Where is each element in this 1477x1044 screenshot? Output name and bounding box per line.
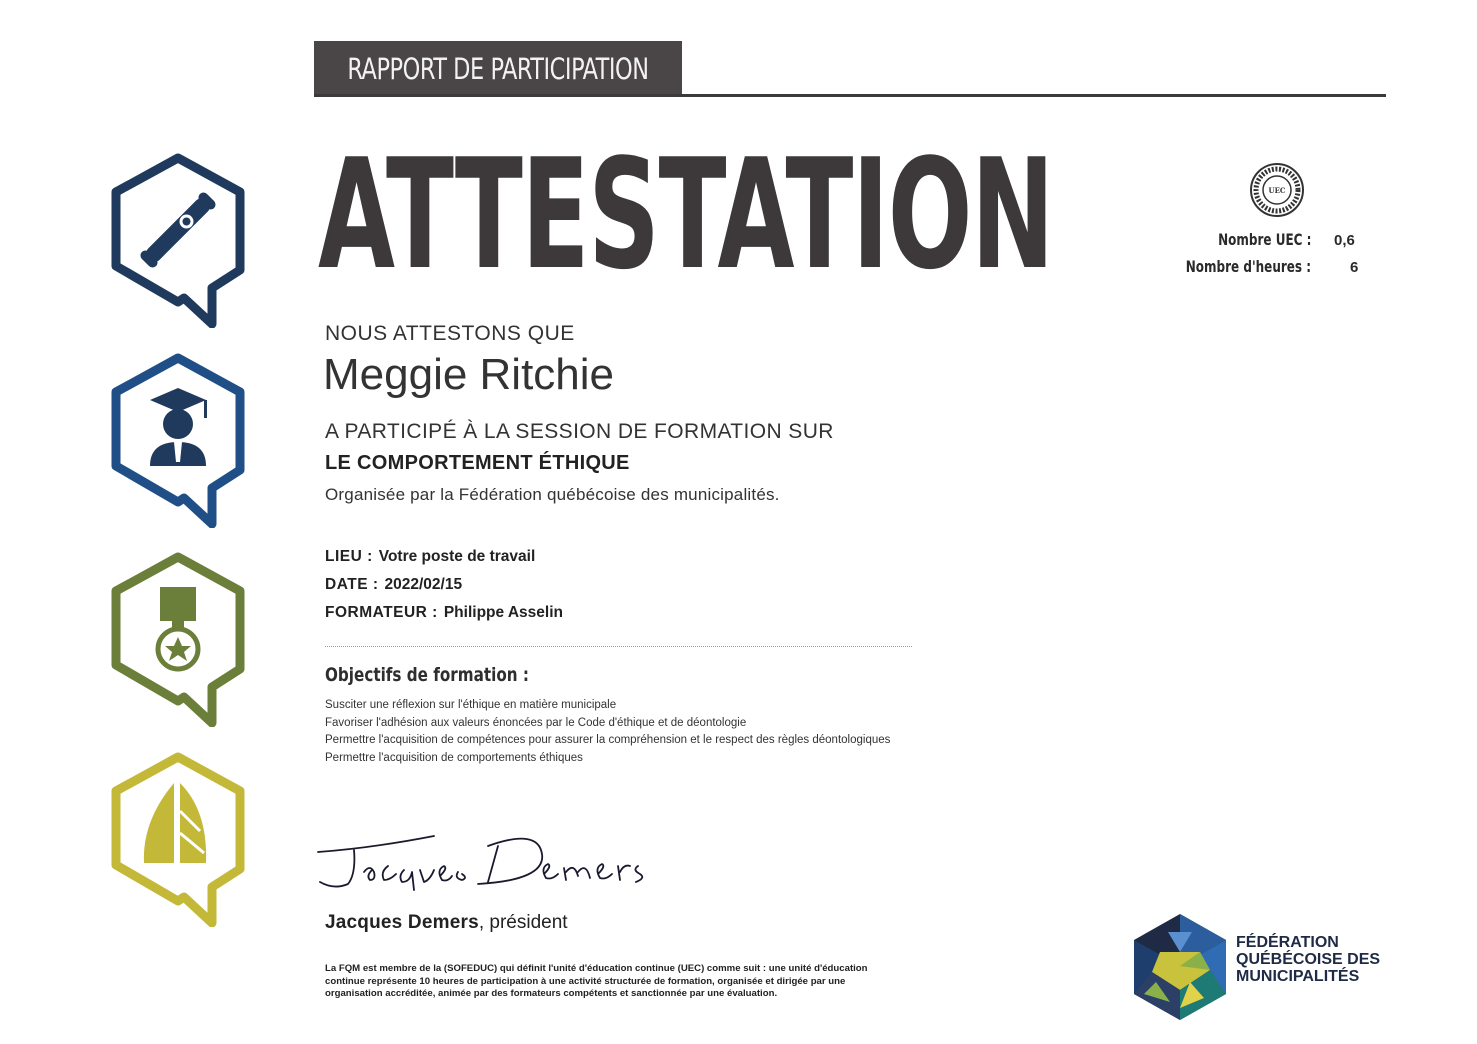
fqm-line1: FÉDÉRATION: [1236, 934, 1339, 951]
graduate-icon: [108, 352, 248, 528]
sofeduc-seal-icon: [1246, 162, 1308, 218]
seal-inner-text: UEC: [1268, 186, 1286, 195]
banner-title: RAPPORT DE PARTICIPATION: [347, 52, 649, 86]
date-label: DATE :: [325, 576, 379, 593]
sofeduc-footnote: La FQM est membre de la (SOFEDUC) qui définit l'unité d'éducation continue (UEC) comme suit : une unité d'éducation continue représente 10 heures de participation à une activité structurée de formation, organisée et dirigée par une organisation accréditée, animée par des formateurs compétents et sanctionnée par une évaluation.: [325, 963, 868, 999]
dotted-divider: [325, 646, 912, 647]
participation-line: A PARTICIPÉ À LA SESSION DE FORMATION SUR: [325, 420, 834, 443]
leaf-icon: [108, 751, 248, 927]
uec-label-wrap: [1187, 230, 1311, 249]
handwritten-signature: [312, 830, 652, 894]
objectives-title: Objectifs de formation :: [325, 664, 529, 686]
training-subject: LE COMPORTEMENT ÉTHIQUE: [325, 452, 630, 474]
uec-value: 0,6: [1334, 232, 1355, 249]
objectives-list: [325, 697, 915, 767]
formateur-row: [325, 604, 563, 622]
list-item: Susciter une réflexion sur l'éthique en matière municipale: [325, 699, 617, 711]
heures-label: Nombre d'heures :: [1185, 257, 1311, 276]
list-item: Permettre l'acquisition de compétences pour assurer la compréhension et le respect des règles déontologiques: [325, 734, 891, 746]
fqm-name: [1236, 934, 1380, 985]
list-item: Permettre l'acquisition de comportements éthiques: [325, 751, 583, 764]
report-banner: [314, 41, 682, 94]
signatory-name: Jacques Demers: [325, 912, 479, 933]
medal-icon: [108, 551, 248, 727]
organiser-line: Organisée par la Fédération québécoise des municipalités.: [325, 485, 780, 504]
lieu-row: [325, 548, 535, 566]
fqm-logo-icon: [1130, 912, 1230, 1022]
header-rule: [314, 94, 1386, 97]
fqm-line2: QUÉBÉCOISE DES: [1236, 951, 1381, 968]
formateur-value: Philippe Asselin: [443, 604, 563, 621]
signatory-role: , président: [478, 912, 568, 933]
formateur-label: FORMATEUR :: [325, 604, 438, 621]
signatory: [325, 912, 568, 934]
lieu-value: Votre poste de travail: [378, 548, 536, 565]
attest-heading: NOUS ATTESTONS QUE: [325, 322, 575, 345]
lieu-label: LIEU :: [325, 548, 373, 565]
heures-value: 6: [1350, 259, 1359, 276]
uec-label: Nombre UEC :: [1217, 230, 1311, 249]
fqm-line3: MUNICIPALITÉS: [1236, 968, 1360, 985]
date-row: [325, 576, 462, 594]
participant-name: Meggie Ritchie: [323, 350, 615, 399]
list-item: Favoriser l'adhésion aux valeurs énoncées par le Code d'éthique et de déontologie: [325, 716, 747, 729]
diploma-scroll-icon: [108, 152, 248, 328]
page-title: ATTESTATION: [318, 126, 1054, 303]
date-value: 2022/02/15: [384, 576, 463, 593]
heures-label-wrap: [1144, 257, 1311, 276]
